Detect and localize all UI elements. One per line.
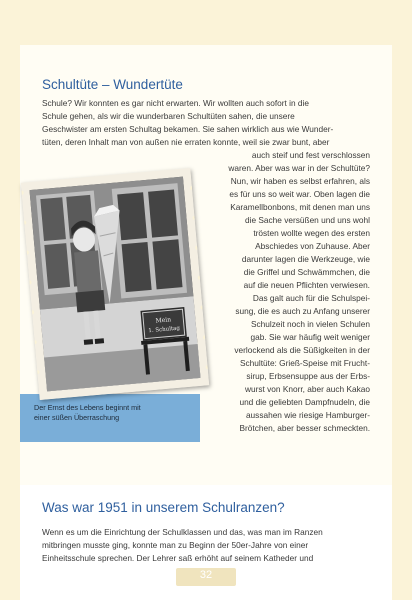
paragraph-line: Karamellbonbons, mit denen man uns — [230, 202, 370, 212]
caption-line: einer süßen Überraschung — [34, 412, 120, 422]
school-photo — [21, 168, 209, 400]
paragraph-line: Geschwister am ersten Schultag bekamen. Sie sahen wirklich aus wie Wunder- — [42, 124, 334, 134]
paragraph-line: Schule? Wir konnten es gar nicht erwarten. Wir wollten auch sofort in die — [42, 98, 310, 108]
paragraph-line: es für uns so weit war. Oben lagen die — [229, 189, 370, 199]
paragraph-line: waren. Aber was war in der Schultüte? — [228, 163, 370, 173]
paragraph-line: sung, die es auch zu Anfang unserer — [235, 306, 370, 316]
paragraph-line: auf die neuen Pflichten verwiesen. — [243, 280, 370, 290]
caption-line: Der Ernst des Lebens beginnt mit — [34, 403, 141, 412]
paragraph-line: die Sache versüßen und uns wohl — [245, 215, 370, 225]
paragraph-line: Einheitsschule sprechen. Der Lehrer saß erhöht auf seinem Katheder und — [42, 553, 314, 563]
paragraph-line: wurst von Knorr, aber auch Kakao — [245, 384, 370, 394]
slate-line-1: Mein — [155, 316, 172, 325]
paragraph-line: sirup, Erbsensuppe aus der Erbs- — [246, 371, 370, 381]
section-heading: Schultüte – Wundertüte — [42, 77, 183, 92]
paragraph-line: Nun, wir haben es selbst erfahren, als — [230, 176, 370, 186]
paragraph-line: darunter lagen die Werkzeuge, wie — [241, 254, 370, 264]
paragraph-line: gab. Sie war häufig weit weniger — [250, 332, 370, 342]
paragraph-line: trösten wollte wegen des ersten — [253, 228, 370, 238]
paragraph-line: Schulzeit noch in vielen Schulen — [251, 319, 370, 329]
photo-caption — [34, 403, 141, 422]
paragraph-line: Schultüte: Grieß-Speise mit Frucht- — [239, 358, 370, 368]
paragraph-line: mitbringen musste ging, konnte man zu Beginn der 50er-Jahre von einer — [42, 540, 309, 550]
paragraph-line: und die geliebten Dampfnudeln, die — [239, 397, 370, 407]
paragraph-line: Schule gehen, als wir die wunderbaren Schultüten sahen, die unsere — [42, 111, 295, 121]
paragraph-line: Das galt auch für die Schulspei- — [252, 293, 370, 303]
paragraph-line: tüten, deren Inhalt man von außen nie erraten konnte, weil sie zwar bunt, aber — [42, 137, 330, 147]
paragraph-line: aussahen wie riesige Hamburger- — [245, 410, 370, 420]
paragraph-line: auch steif und fest verschlossen — [251, 150, 370, 160]
paragraph-line: die Griffel und Schwämmchen, die — [243, 267, 370, 277]
slate-line-2: 1. Schultag — [148, 325, 181, 335]
paragraph-line: Wenn es um die Einrichtung der Schulklassen und das, was man im Ranzen — [42, 527, 323, 537]
section-heading: Was war 1951 in unserem Schulranzen? — [42, 500, 285, 515]
paragraph-line: Abschiedes von Zuhause. Aber — [255, 241, 370, 251]
paragraph-line: verlockend als die Süßigkeiten in der — [234, 345, 370, 355]
page-number: 32 — [199, 569, 213, 581]
paragraph-line: Brötchen, aber besser schmeckten. — [239, 423, 370, 433]
